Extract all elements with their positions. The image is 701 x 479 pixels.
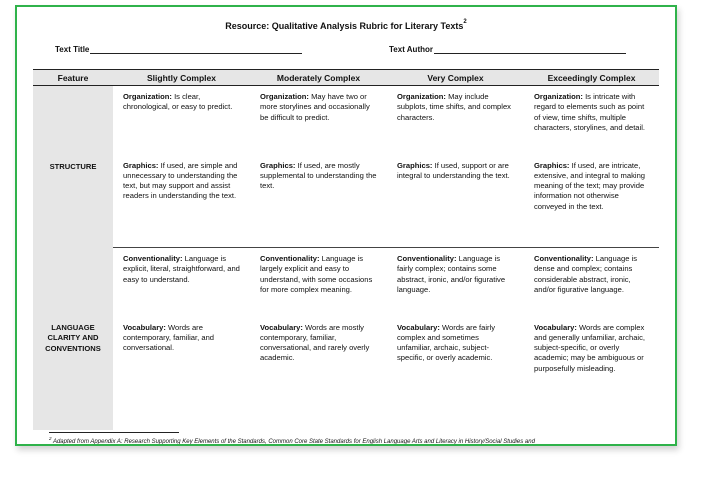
vocabulary-label: Vocabulary: — [534, 322, 577, 332]
header-feature: Feature — [33, 70, 113, 86]
table-row-organization — [33, 86, 659, 158]
footnote-divider — [49, 432, 179, 433]
cell-graphics-slightly — [113, 158, 250, 248]
conventionality-slightly-text: Language is explicit, literal, straightforward, and easy to understand. — [123, 254, 240, 284]
document-page — [15, 5, 677, 446]
text-title-label: Text Title — [55, 45, 90, 54]
cell-conventionality-moderately — [250, 248, 387, 320]
conventionality-label: Conventionality: — [123, 254, 183, 263]
organization-slightly-text: Is clear, chronological, or easy to predict. — [123, 92, 233, 112]
organization-exceedingly-text: Is intricate with regard to elements such as point of view, time shifts, multiple characters, storylines, and detail. — [534, 92, 646, 132]
vocabulary-label: Vocabulary: — [397, 322, 440, 332]
graphics-exceedingly-text: If used, are intricate, extensive, and integral to making meaning of the text; may provide information not otherwise conveyed in the text. — [534, 160, 646, 211]
conventionality-very-text: Language is fairly complex; contains some abstract, ironic, and/or figurative language. — [397, 254, 506, 294]
feature-structure-label: STRUCTURE — [49, 161, 97, 171]
cell-organization-very — [387, 86, 524, 158]
cell-vocabulary-exceedingly — [524, 320, 659, 430]
organization-label: Organization: — [123, 92, 172, 101]
footnote — [49, 436, 535, 445]
text-author-field — [389, 45, 626, 54]
footnote-mark: 2 — [49, 436, 52, 441]
document-title-text: Resource: Qualitative Analysis Rubric for Literary Texts — [225, 21, 464, 31]
rubric-table — [33, 69, 659, 430]
organization-label: Organization: — [397, 92, 446, 101]
cell-graphics-moderately — [250, 158, 387, 248]
organization-label: Organization: — [534, 92, 583, 101]
text-author-label: Text Author — [389, 45, 433, 54]
vocabulary-slightly-text: Words are contemporary, familiar, and conversational. — [123, 322, 215, 353]
cell-conventionality-slightly — [113, 248, 250, 320]
text-title-blank-line — [90, 45, 302, 54]
feature-language — [33, 248, 113, 430]
cell-organization-slightly — [113, 86, 250, 158]
header-moderately-complex: Moderately Complex — [250, 70, 387, 86]
graphics-label: Graphics: — [534, 160, 570, 170]
title-footnote-mark: 2 — [463, 19, 467, 25]
table-row-vocabulary — [33, 320, 659, 430]
cell-conventionality-very — [387, 248, 524, 320]
conventionality-moderately-text: Language is largely explicit and easy to understand, with some occasions for more complex meaning. — [260, 254, 373, 294]
cell-vocabulary-very — [387, 320, 524, 430]
graphics-label: Graphics: — [260, 160, 296, 170]
cell-conventionality-exceedingly — [524, 248, 659, 320]
cell-graphics-exceedingly — [524, 158, 659, 248]
vocabulary-moderately-text: Words are mostly contemporary, familiar, conversational, and rarely overly academic. — [260, 322, 370, 363]
feature-language-label: LANGUAGE CLARITY AND CONVENTIONS — [45, 323, 101, 353]
table-row-conventionality — [33, 248, 659, 320]
footnote-text: Adapted from Appendix A: Research Supporting Key Elements of the Standards, Common Core State Standards for English Language Arts and Literacy in History/Social Studies and — [52, 439, 535, 445]
header-exceedingly-complex: Exceedingly Complex — [524, 70, 659, 86]
cell-organization-exceedingly — [524, 86, 659, 158]
table-row-graphics — [33, 158, 659, 248]
feature-structure — [33, 86, 113, 248]
graphics-slightly-text: If used, are simple and unnecessary to understanding the text, but may support and assist readers in understanding the text. — [123, 160, 238, 201]
conventionality-exceedingly-text: Language is dense and complex; contains considerable abstract, ironic, and/or figurative language. — [534, 254, 638, 294]
cell-graphics-very — [387, 158, 524, 248]
vocabulary-label: Vocabulary: — [260, 322, 303, 332]
vocabulary-label: Vocabulary: — [123, 322, 166, 332]
cell-organization-moderately — [250, 86, 387, 158]
document-title — [17, 21, 675, 31]
graphics-label: Graphics: — [123, 160, 159, 170]
header-slightly-complex: Slightly Complex — [113, 70, 250, 86]
text-author-blank-line — [434, 45, 626, 54]
conventionality-label: Conventionality: — [397, 254, 457, 263]
cell-vocabulary-slightly — [113, 320, 250, 430]
header-very-complex: Very Complex — [387, 70, 524, 86]
organization-label: Organization: — [260, 92, 309, 101]
organization-very-text: May include subplots, time shifts, and complex characters. — [397, 92, 511, 122]
graphics-moderately-text: If used, are mostly supplemental to understanding the text. — [260, 160, 377, 191]
vocabulary-very-text: Words are fairly complex and sometimes unfamiliar, archaic, subject-specific, or overly academic. — [397, 322, 496, 363]
cell-vocabulary-moderately — [250, 320, 387, 430]
vocabulary-exceedingly-text: Words are complex and generally unfamiliar, archaic, subject-specific, or overly academic; may be ambiguous or purposefully misleading. — [534, 322, 646, 373]
conventionality-label: Conventionality: — [260, 254, 320, 263]
graphics-very-text: If used, support or are integral to understanding the text. — [397, 160, 510, 180]
organization-moderately-text: May have two or more storylines and occasionally be difficult to predict. — [260, 92, 370, 122]
graphics-label: Graphics: — [397, 160, 433, 170]
conventionality-label: Conventionality: — [534, 254, 594, 263]
rubric-header-row — [33, 70, 659, 86]
text-title-field — [55, 45, 302, 54]
